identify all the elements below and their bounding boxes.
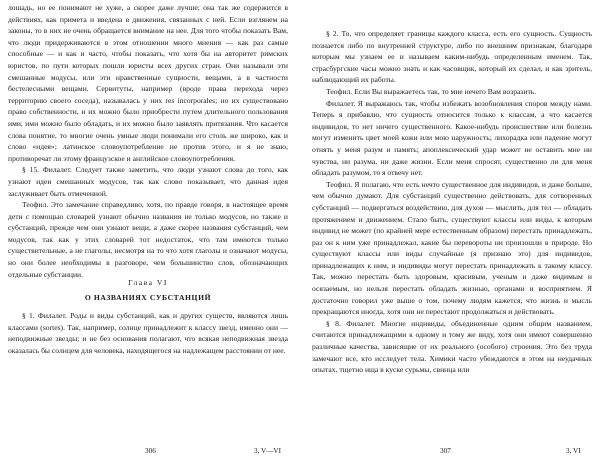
paragraph: Теофил. Если Вы выражаетесь так, то мне нечего Вам возразить. (326, 86, 537, 96)
paragraph: § 15. Филалет. Следует также заметить, что люди узнают слова до того, как узнают идеи смешанных модусов, так как слово показывает, что данная идея заслуживает быть отмеченной. (8, 165, 288, 198)
paragraph: § 8. Филалет. Многие индивиды, объединенные одним общим названием, считаются принадлежащими к одному и тому же виду, хотя они имеют совершенно различные качества, зависящие от их реального (особого) строения. Это без труда замечают все, кто исследует тела. Химики часто убеждаются в этом на неудачных опытах, тщетно ища в куске сурьмы, свинца или (312, 318, 592, 375)
paragraph: Теофил. Я полагаю, что есть нечто существенное для индивидов, и даже больше, чем обычно думают. Для субстанций существенно действовать, для сотворенных субстанций — подвергаться воздействию, для духов — мыслить, для тел — обладать протяжением и движением. Стало быть, существуют классы или виды, к которым индивид не может (по крайней мере естественным образом) перестать принадлежать, раз он к ним уже принадлежал, какие бы перевороты ни произошли в природе. Но существуют классы или виды случайные (я признаю это) для индивидов, принадлежащих к ним, и индивиды могут перестать принадлежать к такому классу. Так, можно перестать быть здоровым, красивым, ученым и даже видимым и осязаемым, но нельзя перестать обладать жизнью, органами и восприятием. Я достаточно говорил уже выше о том, почему людям кажется, что жизнь и мысль прекращаются иногда, хотя они не перестают продолжаться и действовать. (312, 179, 592, 317)
chapter-opening-text (8, 310, 288, 356)
paragraph: Филалет. Я выражаюсь так, чтобы избежать возобновления споров между нами. Теперь я прибавлю, что сущность относится только к классам, а что касается индивидов, то нет ничего существенного. Какое-нибудь происшествие или болезнь могут изменить цвет моей кожи или мою наружность; лихорадка или падение могут отнять у меня разум и память; апоплексический удар может не оставить мне ни чувства, ни разума, ни даже жизни. Если меня спросят, существенно ли для меня обладать разумом, то я отвечу нет. (312, 98, 592, 178)
page-number: 307 (440, 447, 451, 455)
paragraph: § 1. Филалет. Роды и виды субстанций, как и других существ, являются лишь классами (sortes). Так, например, солнце принадлежит к классу звезд, именно они — неподвижные звезды; и не без основания полагают, что всякая неподвижная звезда оказалась бы солнцем для человека, находящегося на надлежащем расстоянии от нее. (8, 311, 288, 355)
running-head: 3, V—VI (254, 447, 282, 455)
chapter-label: Глава VI (128, 278, 168, 287)
page-number: 306 (145, 447, 156, 455)
right-page (312, 0, 592, 476)
paragraph: лошадь, но ее понимают не хуже, а скорее даже лучше; она так же содержится в действиях, как примета и введена в движения, связанных с ней. Если взглянем на законы, то в них не очень обращается внимание на нее. Для того чтобы показать Вам, что люди придерживаются в этом отношении много мнения — как раз самые способные — и как и часто, чтобы показать, что хотя бы на авторитет римских юристов, по пути которых пошли юристы всех других стран. Они называли эти смешанные модусы, или эти нравственные сущности, вещами, а в частности бестелесными вещами. Сервитуты, например (вроде права перехода через территорию своего соседа), называлась у них res incorporales; но их существовано право собственности, и их можно было приобрести путем длительного пользования ими, ими можно было обладать, и их можно было заявлять притязания. Что касается слова понятие, то многие очень умные люди понимали его столь же широко, как и слово «идея»; латинское словоупотребление не против этого, и я не знаю, противоречат ли этому французское и английское словоупотребления. (8, 3, 288, 163)
left-page-text (8, 2, 288, 280)
paragraph: Теофил. Это замечание справедливо, хотя, по правде говоря, в настоящее время дети с помощью словарей узнают обычно названия не только модусов, но также и субстанций, прежде чем они узнают вещи, а даже скорее названия субстанций, чем модусов, так как у этих словарей тот недостаток, что там имеются только существительные, а не глаголы, несмотря на то что хотя глаголы и означают модусы, но они более необходимы в разговоре, чем большинство слов, обозначающих отдельные субстанции. (8, 200, 288, 279)
chapter-heading (8, 277, 288, 304)
running-head: 3, VI (566, 447, 581, 455)
right-page-text (312, 28, 592, 376)
chapter-title: О НАЗВАНИЯХ СУБСТАНЦИЙ (84, 293, 212, 302)
paragraph: § 2. То, что определяет границы каждого класса, есть его сущность. Сущность познается либо по внутренней структуре, либо по внешним признакам, благодаря которым мы узнаем ее и называем каким-нибудь определенным именем. Так, страсбургские часы можно знать и как часовщик, который их сделал, и как зритель, наблюдающий их работы. (312, 29, 592, 85)
left-page (8, 0, 288, 476)
